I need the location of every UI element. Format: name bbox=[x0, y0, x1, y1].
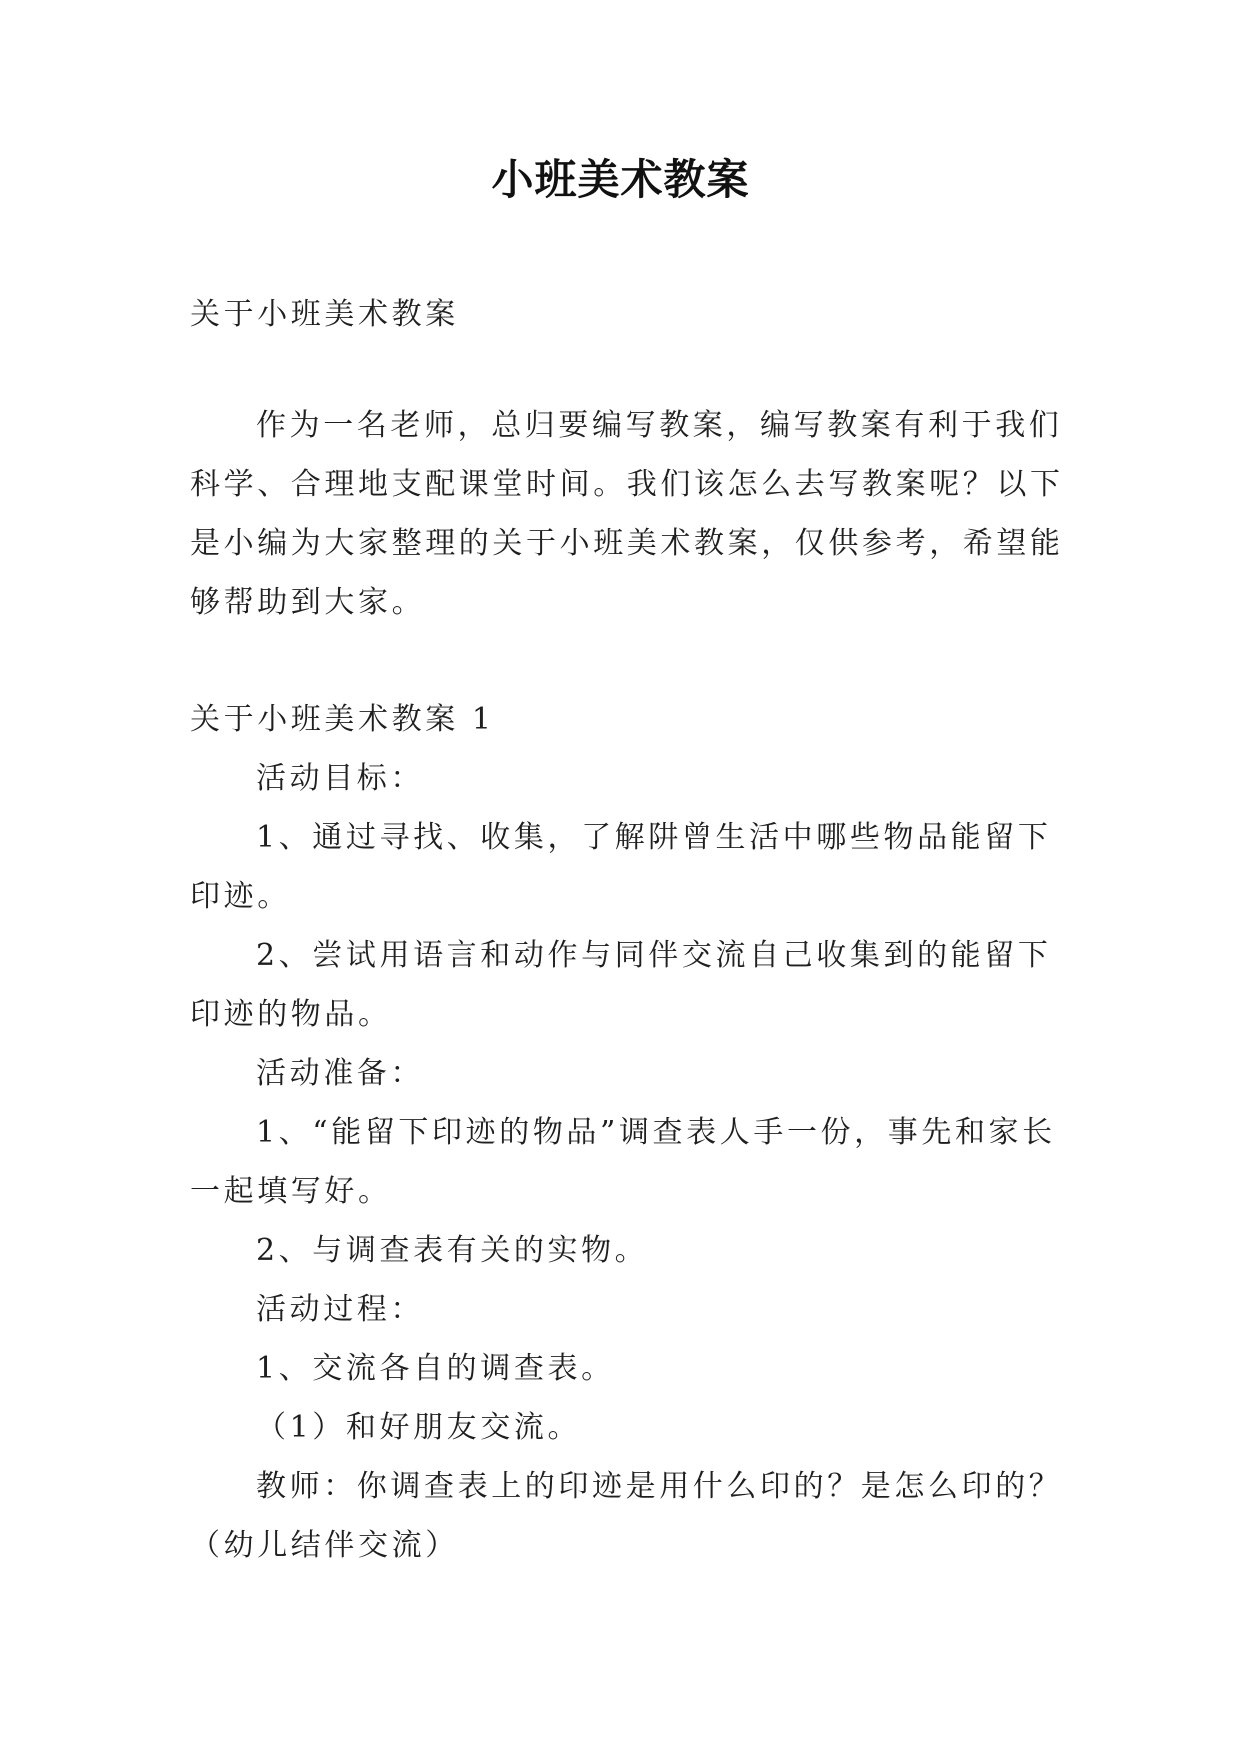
body-line-10: 活动过程： bbox=[256, 1292, 424, 1327]
intro-line-3: 是小编为大家整理的关于小班美术教案，仅供参考，希望能 bbox=[190, 526, 1064, 561]
body-line-9: 2、与调查表有关的实物。 bbox=[256, 1233, 649, 1268]
body-line-13: 教师：你调查表上的印迹是用什么印的？是怎么印的？ bbox=[256, 1469, 1063, 1504]
body-line-4: 2、尝试用语言和动作与同伴交流自己收集到的能留下 bbox=[256, 938, 1052, 973]
body-line-12: （1）和好朋友交流。 bbox=[256, 1410, 582, 1445]
section-heading: 关于小班美术教案 1 bbox=[190, 702, 495, 737]
intro-line-1: 作为一名老师，总归要编写教案，编写教案有利于我们 bbox=[256, 408, 1063, 443]
body-line-5: 印迹的物品。 bbox=[190, 997, 392, 1032]
document-title: 小班美术教案 bbox=[491, 155, 750, 204]
subtitle: 关于小班美术教案 bbox=[190, 297, 459, 332]
body-line-1: 活动目标： bbox=[256, 761, 424, 796]
body-line-11: 1、交流各自的调查表。 bbox=[256, 1351, 615, 1386]
body-line-6: 活动准备： bbox=[256, 1056, 424, 1091]
intro-line-2: 科学、合理地支配课堂时间。我们该怎么去写教案呢？以下 bbox=[190, 467, 1064, 502]
intro-line-4: 够帮助到大家。 bbox=[190, 585, 426, 620]
body-line-7: 1、“能留下印迹的物品”调查表人手一份，事先和家长 bbox=[256, 1115, 1056, 1150]
body-line-2: 1、通过寻找、收集，了解阱曾生活中哪些物品能留下 bbox=[256, 820, 1052, 855]
body-line-3: 印迹。 bbox=[190, 879, 291, 914]
body-line-14: （幼儿结伴交流） bbox=[190, 1528, 459, 1563]
body-line-8: 一起填写好。 bbox=[190, 1174, 392, 1209]
